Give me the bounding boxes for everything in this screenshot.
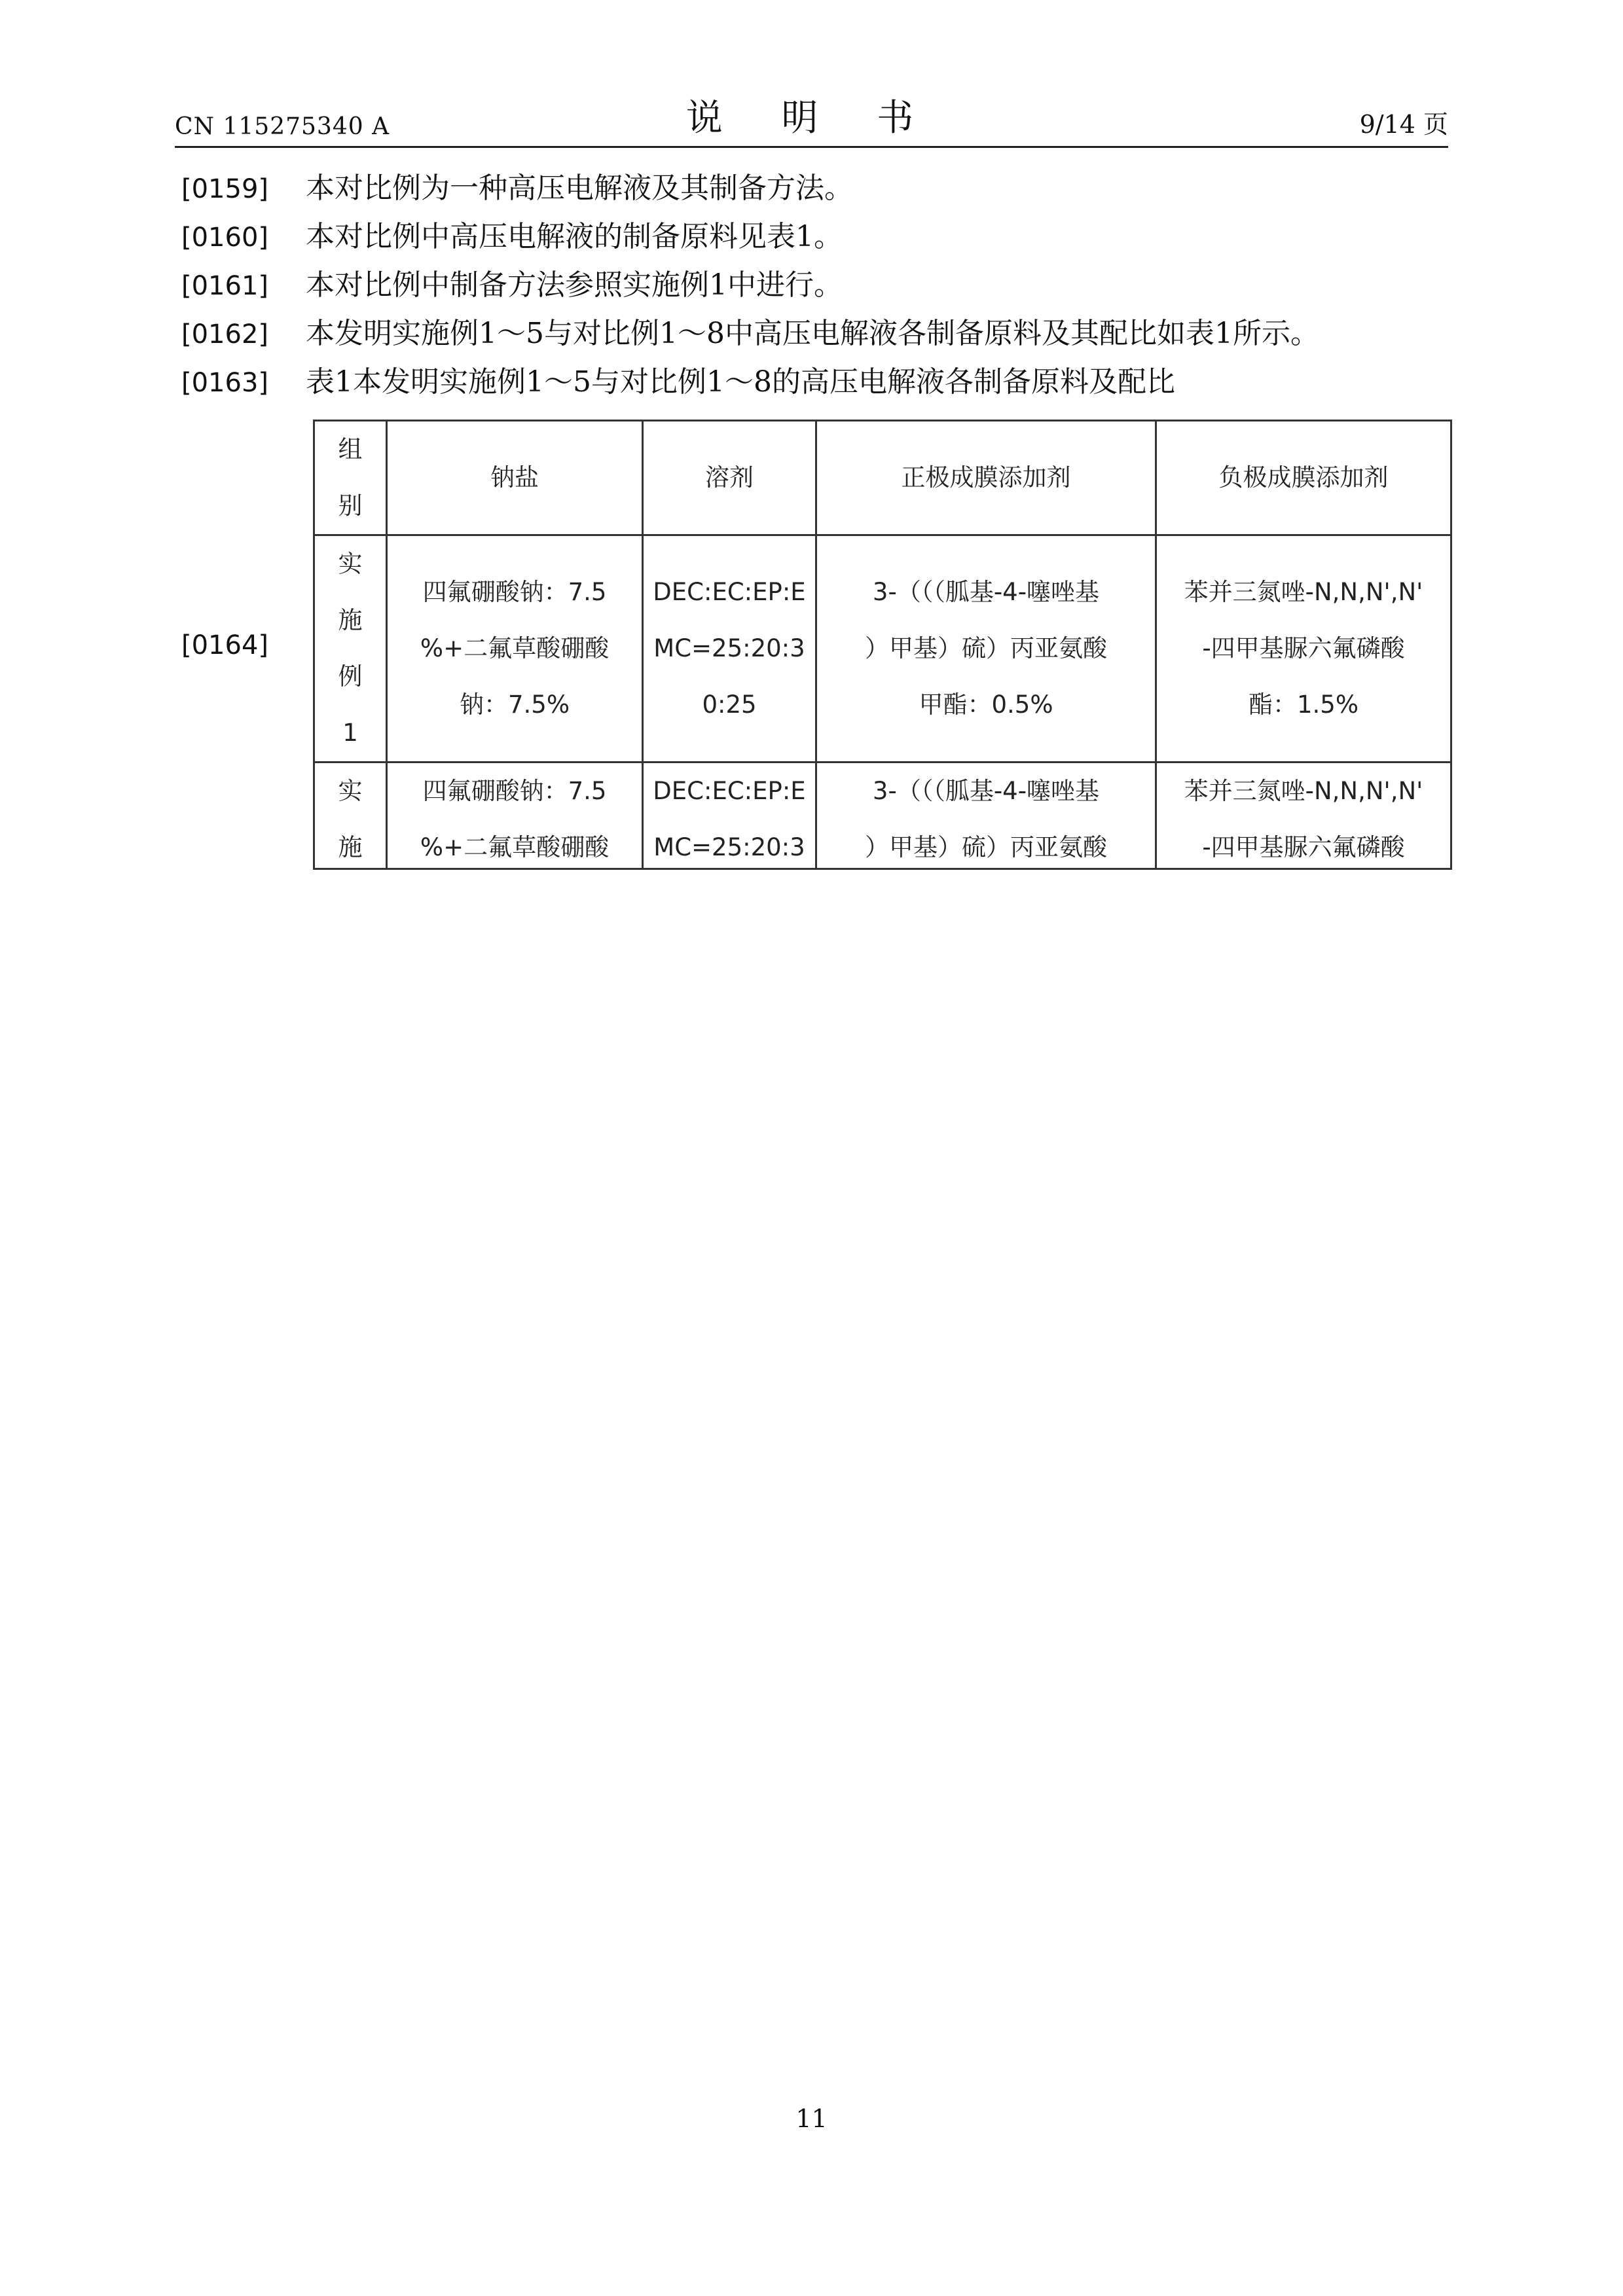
page-number: 11	[795, 2104, 828, 2133]
paragraph-text: 本对比例中高压电解液的制备原料见表1。	[306, 220, 843, 253]
paragraph	[181, 363, 1175, 402]
paragraph-number: [0162]	[181, 319, 269, 350]
cell-cathode-additive: 3-（（（胍基-4-噻唑基 ）甲基）硫）丙亚氨酸	[816, 762, 1156, 869]
cell-solvent: DEC:EC:EP:E MC=25:20:3 0:25	[643, 535, 816, 762]
header-anode-additive: 负极成膜添加剂	[1156, 421, 1451, 535]
paragraph-text: 本对比例中制备方法参照实施例1中进行。	[306, 268, 843, 302]
formulation-table	[313, 420, 1452, 870]
table-header-row	[314, 421, 1451, 535]
cell-sodium-salt: 四氟硼酸钠：7.5 %+二氟草酸硼酸	[387, 762, 643, 869]
paragraph	[181, 314, 1319, 353]
doc-title: 说 明 书	[685, 97, 938, 139]
cell-group: 实 施 例 1	[314, 535, 387, 762]
page-indicator: 9/14 页	[1359, 110, 1448, 139]
header-solvent: 溶剂	[643, 421, 816, 535]
page-header	[175, 98, 1448, 144]
cell-anode-additive: 苯并三氮唑-N,N,N',N' -四甲基脲六氟磷酸 酯：1.5%	[1156, 535, 1451, 762]
paragraph-number: [0161]	[181, 271, 269, 301]
paragraph-text: 本对比例为一种高压电解液及其制备方法。	[306, 171, 853, 205]
paragraph-text: 表1本发明实施例1～5与对比例1～8的高压电解液各制备原料及配比	[306, 365, 1175, 399]
paragraph-text: 本发明实施例1～5与对比例1～8中高压电解液各制备原料及其配比如表1所示。	[306, 317, 1319, 350]
header-cathode-additive: 正极成膜添加剂	[816, 421, 1156, 535]
paragraph-number: [0160]	[181, 223, 269, 253]
doc-number: CN 115275340 A	[175, 113, 390, 140]
paragraph	[181, 217, 843, 257]
header-group: 组 别	[314, 421, 387, 535]
cell-solvent: DEC:EC:EP:E MC=25:20:3	[643, 762, 816, 869]
table-row	[314, 535, 1451, 762]
paragraph-number: [0163]	[181, 368, 269, 398]
paragraph	[181, 266, 843, 305]
cell-group: 实 施	[314, 762, 387, 869]
paragraph-number: [0159]	[181, 174, 269, 204]
cell-anode-additive: 苯并三氮唑-N,N,N',N' -四甲基脲六氟磷酸	[1156, 762, 1451, 869]
header-rule	[175, 146, 1448, 148]
paragraph	[181, 169, 853, 208]
cell-sodium-salt: 四氟硼酸钠：7.5 %+二氟草酸硼酸 钠：7.5%	[387, 535, 643, 762]
cell-cathode-additive: 3-（（（胍基-4-噻唑基 ）甲基）硫）丙亚氨酸 甲酯：0.5%	[816, 535, 1156, 762]
table-row	[314, 762, 1451, 869]
table-paragraph-number: [0164]	[181, 630, 269, 660]
header-sodium-salt: 钠盐	[387, 421, 643, 535]
